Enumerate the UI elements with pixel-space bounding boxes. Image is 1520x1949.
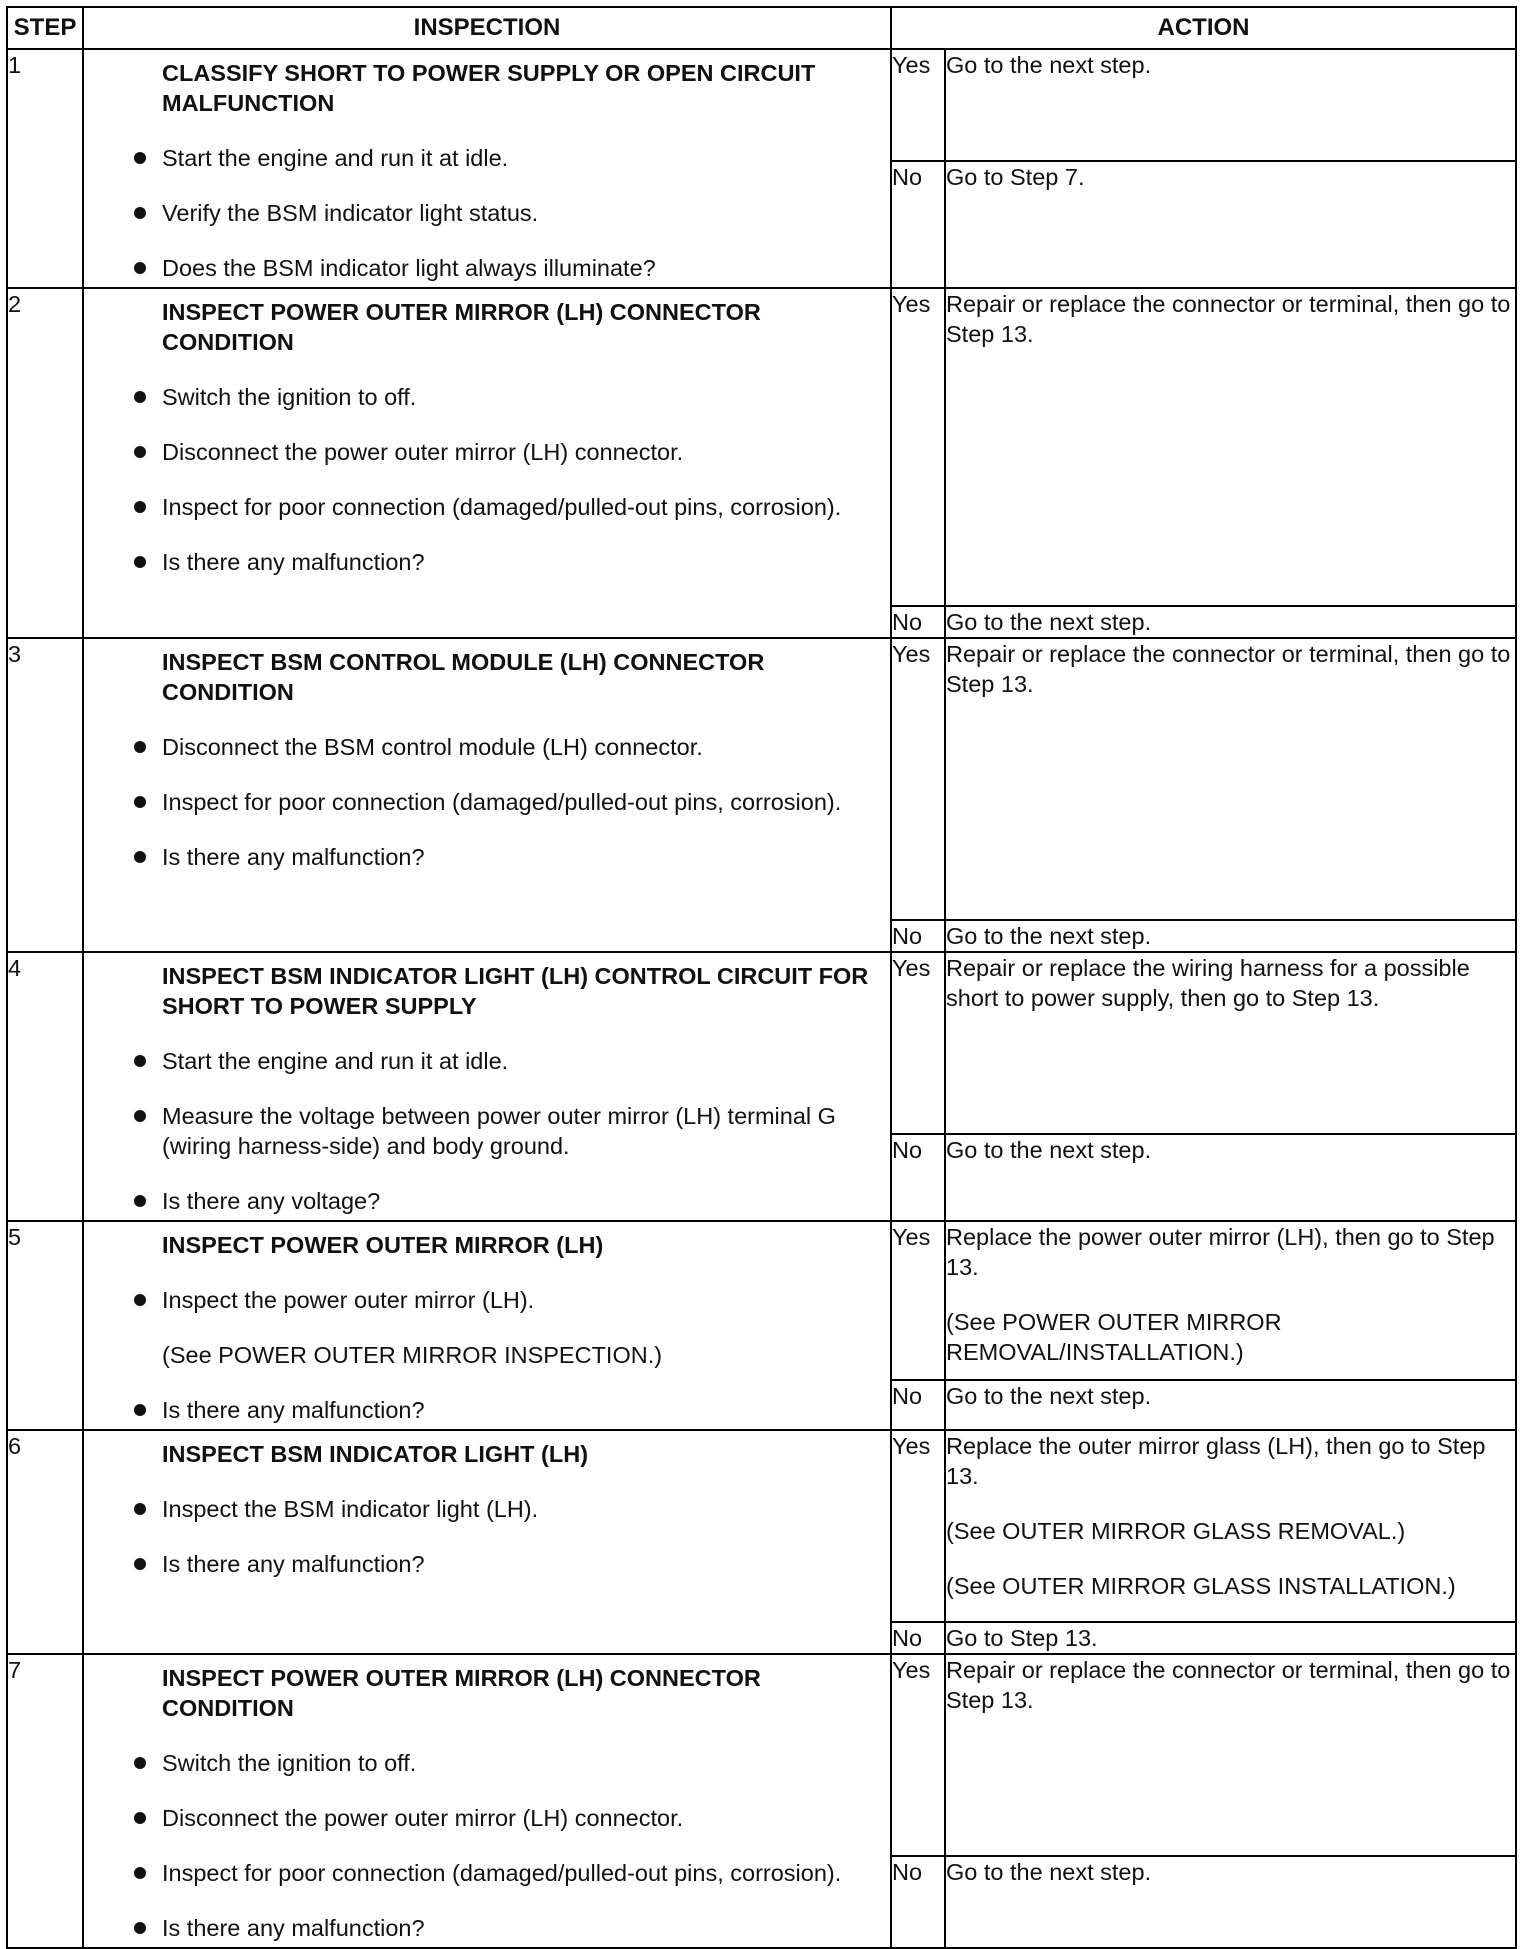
inspection-cell — [83, 288, 891, 638]
yes-action — [945, 1654, 1516, 1856]
inspection-item: Inspect for poor connection (damaged/pulled-out pins, corrosion). — [84, 1858, 870, 1888]
action-text: Repair or replace the connector or terminal, then go to Step 13. — [946, 291, 1511, 347]
yes-label: Yes — [891, 952, 945, 1134]
no-action — [945, 1380, 1516, 1430]
no-action — [945, 1134, 1516, 1221]
reference-note: (See POWER OUTER MIRROR INSPECTION.) — [162, 1342, 663, 1368]
yes-action — [945, 1221, 1516, 1380]
step-row-3-yes — [7, 638, 1516, 920]
no-action — [945, 606, 1516, 638]
step-number: 5 — [7, 1221, 83, 1430]
step-row-2-yes — [7, 288, 1516, 606]
action-text: Repair or replace the connector or terminal, then go to Step 13. — [946, 641, 1511, 697]
reference-note: (See OUTER MIRROR GLASS REMOVAL.) — [946, 1518, 1406, 1544]
reference-note: (See POWER OUTER MIRROR REMOVAL/INSTALLATION.) — [946, 1309, 1282, 1365]
inspection-cell — [83, 638, 891, 952]
no-label: No — [891, 1380, 945, 1430]
step-title: INSPECT BSM INDICATOR LIGHT (LH) CONTROL CIRCUIT FOR SHORT TO POWER SUPPLY — [162, 963, 869, 1019]
header-row — [7, 7, 1516, 49]
action-column-header: ACTION — [891, 7, 1516, 49]
inspection-item: Inspect the power outer mirror (LH). — [84, 1285, 870, 1315]
yes-label: Yes — [891, 49, 945, 161]
yes-action — [945, 49, 1516, 161]
yes-label: Yes — [891, 1430, 945, 1622]
inspection-item: Disconnect the power outer mirror (LH) connector. — [84, 1803, 870, 1833]
inspection-item: Switch the ignition to off. — [84, 382, 870, 412]
inspection-cell — [83, 1221, 891, 1430]
action-text: Go to the next step. — [946, 1137, 1152, 1163]
inspection-item: Measure the voltage between power outer mirror (LH) terminal G (wiring harness-side) and body ground. — [84, 1101, 870, 1161]
step-title: INSPECT BSM INDICATOR LIGHT (LH) — [162, 1441, 589, 1467]
step-row-1-yes — [7, 49, 1516, 161]
inspection-item: Is there any voltage? — [84, 1186, 870, 1216]
action-text: Replace the power outer mirror (LH), then go to Step 13. — [946, 1224, 1495, 1280]
step-number: 6 — [7, 1430, 83, 1654]
no-label: No — [891, 606, 945, 638]
inspection-item: Disconnect the BSM control module (LH) connector. — [84, 732, 870, 762]
no-action — [945, 920, 1516, 952]
inspection-cell — [83, 1430, 891, 1654]
yes-label: Yes — [891, 1221, 945, 1380]
step-row-6-yes — [7, 1430, 1516, 1622]
yes-action — [945, 952, 1516, 1134]
step-title: INSPECT BSM CONTROL MODULE (LH) CONNECTOR CONDITION — [162, 649, 765, 705]
action-text: Replace the outer mirror glass (LH), then go to Step 13. — [946, 1433, 1486, 1489]
no-action — [945, 1856, 1516, 1948]
step-title: INSPECT POWER OUTER MIRROR (LH) CONNECTOR CONDITION — [162, 1665, 761, 1721]
step-row-7-yes — [7, 1654, 1516, 1856]
step-title: INSPECT POWER OUTER MIRROR (LH) CONNECTOR CONDITION — [162, 299, 761, 355]
step-row-5-yes — [7, 1221, 1516, 1380]
yes-label: Yes — [891, 288, 945, 606]
yes-action — [945, 288, 1516, 606]
no-action — [945, 161, 1516, 288]
action-text: Go to the next step. — [946, 1859, 1152, 1885]
inspection-item: Inspect for poor connection (damaged/pulled-out pins, corrosion). — [84, 492, 870, 522]
inspection-item: Is there any malfunction? — [84, 1913, 870, 1943]
inspection-item: Inspect for poor connection (damaged/pulled-out pins, corrosion). — [84, 787, 870, 817]
action-text: Go to the next step. — [946, 52, 1152, 78]
step-number: 2 — [7, 288, 83, 638]
action-text: Go to the next step. — [946, 609, 1152, 635]
yes-label: Yes — [891, 638, 945, 920]
inspection-item: Does the BSM indicator light always illuminate? — [84, 253, 870, 283]
inspection-item: Disconnect the power outer mirror (LH) connector. — [84, 437, 870, 467]
yes-label: Yes — [891, 1654, 945, 1856]
no-label: No — [891, 1856, 945, 1948]
inspection-item: Start the engine and run it at idle. — [84, 1046, 870, 1076]
inspection-item: Start the engine and run it at idle. — [84, 143, 870, 173]
step-title: INSPECT POWER OUTER MIRROR (LH) — [162, 1232, 604, 1258]
reference-note: (See OUTER MIRROR GLASS INSTALLATION.) — [946, 1573, 1456, 1599]
no-action — [945, 1622, 1516, 1654]
no-label: No — [891, 1134, 945, 1221]
step-number: 4 — [7, 952, 83, 1221]
action-text: Go to Step 7. — [946, 164, 1085, 190]
inspection-item: Inspect the BSM indicator light (LH). — [84, 1494, 870, 1524]
step-number: 1 — [7, 49, 83, 288]
inspection-item: Switch the ignition to off. — [84, 1748, 870, 1778]
inspection-cell — [83, 952, 891, 1221]
action-text: Go to the next step. — [946, 1383, 1152, 1409]
action-text: Go to the next step. — [946, 923, 1152, 949]
action-text: Repair or replace the wiring harness for a possible short to power supply, then go to Step 13. — [946, 955, 1470, 1011]
inspection-item: Is there any malfunction? — [84, 1549, 870, 1579]
action-text: Go to Step 13. — [946, 1625, 1098, 1651]
diagnostic-procedure-table — [6, 6, 1517, 1949]
no-label: No — [891, 920, 945, 952]
no-label: No — [891, 161, 945, 288]
yes-action — [945, 638, 1516, 920]
step-number: 3 — [7, 638, 83, 952]
no-label: No — [891, 1622, 945, 1654]
step-title: CLASSIFY SHORT TO POWER SUPPLY OR OPEN CIRCUIT MALFUNCTION — [162, 60, 816, 116]
inspection-item: Is there any malfunction? — [84, 842, 870, 872]
step-row-4-yes — [7, 952, 1516, 1134]
inspection-item: Verify the BSM indicator light status. — [84, 198, 870, 228]
yes-action — [945, 1430, 1516, 1622]
inspection-item: Is there any malfunction? — [84, 1395, 870, 1425]
step-column-header: STEP — [7, 7, 83, 49]
inspection-column-header: INSPECTION — [83, 7, 891, 49]
inspection-cell — [83, 49, 891, 288]
inspection-item: Is there any malfunction? — [84, 547, 870, 577]
action-text: Repair or replace the connector or terminal, then go to Step 13. — [946, 1657, 1511, 1713]
step-number: 7 — [7, 1654, 83, 1948]
